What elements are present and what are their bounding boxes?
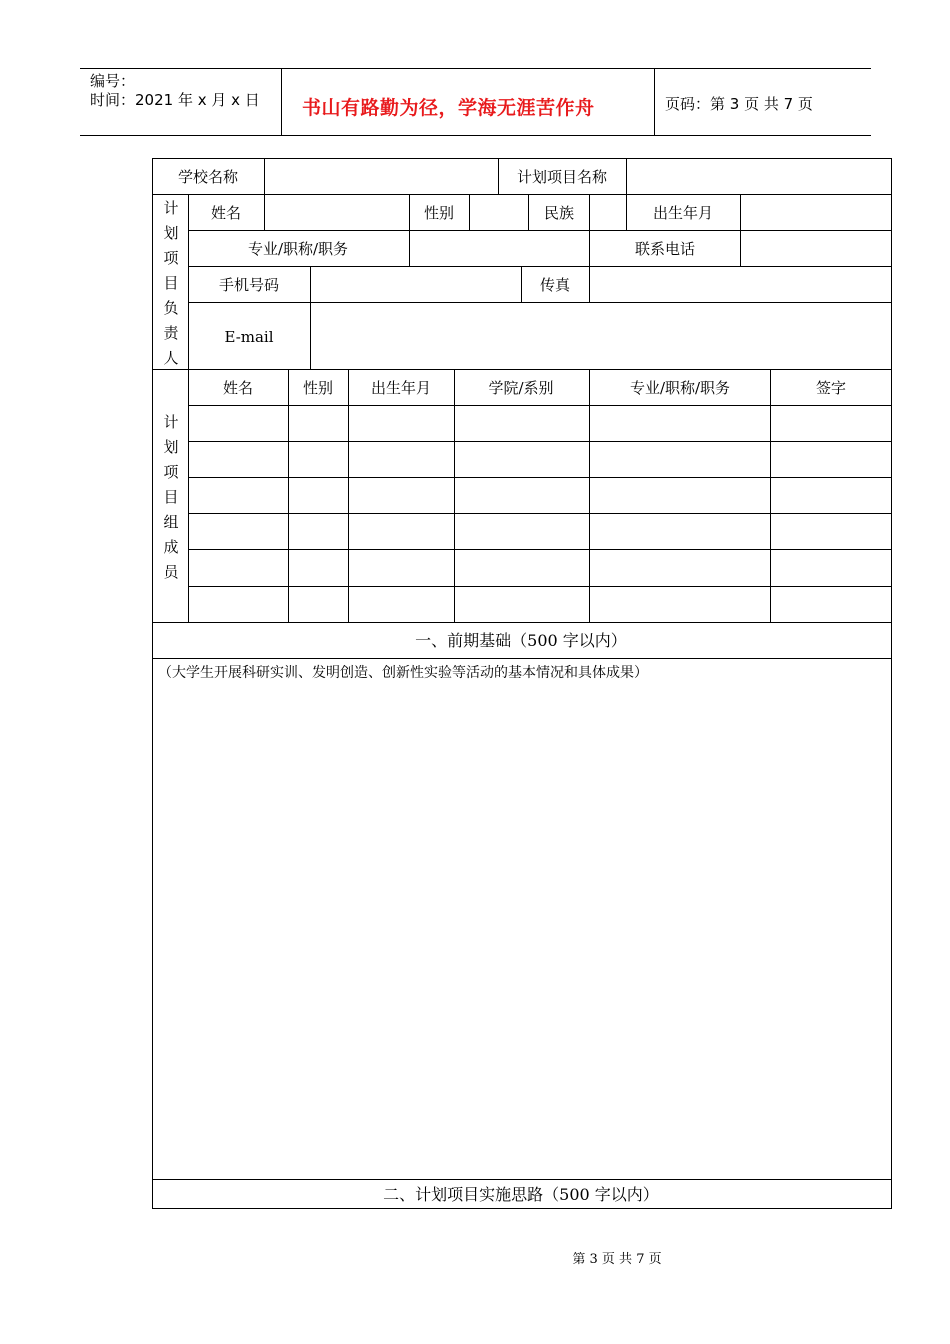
col-line	[264, 158, 265, 195]
leader-birth-label: 出生年月	[652, 204, 714, 222]
row-line	[188, 513, 892, 514]
leader-section-label: 计划项目负责人	[163, 199, 179, 367]
table-border-top	[152, 158, 892, 159]
members-col-signature: 签字	[815, 379, 847, 397]
header-motto: 书山有路勤为径，学海无涯苦作舟	[302, 97, 595, 119]
col-line	[589, 266, 590, 303]
col-line	[188, 194, 189, 623]
row-line	[188, 586, 892, 587]
header-top-rule	[80, 68, 871, 69]
document-code-label: 编号：	[90, 72, 136, 90]
section2-title: 二、计划项目实施思路（500 字以内）	[383, 1185, 659, 1204]
row-line	[152, 622, 892, 623]
members-section-label: 计划项目组成员	[163, 413, 179, 581]
leader-fax-label: 传真	[539, 276, 571, 294]
row-line	[188, 230, 892, 231]
col-line	[740, 194, 741, 231]
document-time-label: 时间：2021 年 x 月 x 日	[90, 91, 260, 109]
table-border-right	[891, 158, 892, 1209]
row-line	[152, 369, 892, 370]
row-line	[188, 405, 892, 406]
row-line	[152, 1179, 892, 1180]
col-line	[310, 302, 311, 370]
col-line	[409, 230, 410, 267]
project-name-label: 计划项目名称	[516, 168, 608, 186]
col-line	[264, 194, 265, 231]
school-name-label: 学校名称	[177, 168, 239, 186]
members-col-name: 姓名	[222, 379, 254, 397]
row-line	[188, 266, 892, 267]
members-col-department: 学院/系别	[488, 379, 554, 397]
leader-ethnicity-label: 民族	[543, 204, 575, 222]
col-line	[589, 194, 590, 231]
col-line	[498, 158, 499, 195]
row-line	[188, 477, 892, 478]
leader-email-label: E-mail	[224, 328, 274, 346]
row-line	[188, 549, 892, 550]
leader-major-label: 专业/职称/职务	[247, 240, 349, 258]
page-number-label: 页码：第 3 页 共 7 页	[665, 95, 813, 113]
members-col-birth: 出生年月	[370, 379, 432, 397]
leader-phone-label: 联系电话	[634, 240, 696, 258]
row-line	[188, 302, 892, 303]
table-border-left	[152, 158, 153, 1209]
col-line	[770, 369, 771, 623]
leader-name-label: 姓名	[210, 204, 242, 222]
leader-mobile-label: 手机号码	[218, 276, 280, 294]
row-line	[152, 658, 892, 659]
header-divider-left	[281, 68, 282, 136]
col-line	[626, 158, 627, 195]
header-divider-right	[654, 68, 655, 136]
col-line	[409, 194, 410, 231]
section1-hint: （大学生开展科研实训、发明创造、创新性实验等活动的基本情况和具体成果）	[158, 665, 648, 681]
col-line	[589, 230, 590, 267]
section1-title: 一、前期基础（500 字以内）	[415, 631, 627, 650]
col-line	[469, 194, 470, 231]
row-line	[188, 441, 892, 442]
header-bottom-rule	[80, 135, 871, 136]
members-col-gender: 性别	[302, 379, 334, 397]
col-line	[454, 369, 455, 623]
col-line	[626, 194, 627, 231]
leader-gender-label: 性别	[423, 204, 455, 222]
col-line	[310, 266, 311, 303]
row-line	[152, 194, 892, 195]
col-line	[528, 194, 529, 231]
table-border-bottom	[152, 1208, 892, 1209]
members-col-major: 专业/职称/职务	[629, 379, 731, 397]
col-line	[521, 266, 522, 303]
col-line	[589, 369, 590, 623]
page-footer: 第 3 页 共 7 页	[572, 1252, 662, 1267]
col-line	[740, 230, 741, 267]
col-line	[288, 369, 289, 623]
col-line	[348, 369, 349, 623]
